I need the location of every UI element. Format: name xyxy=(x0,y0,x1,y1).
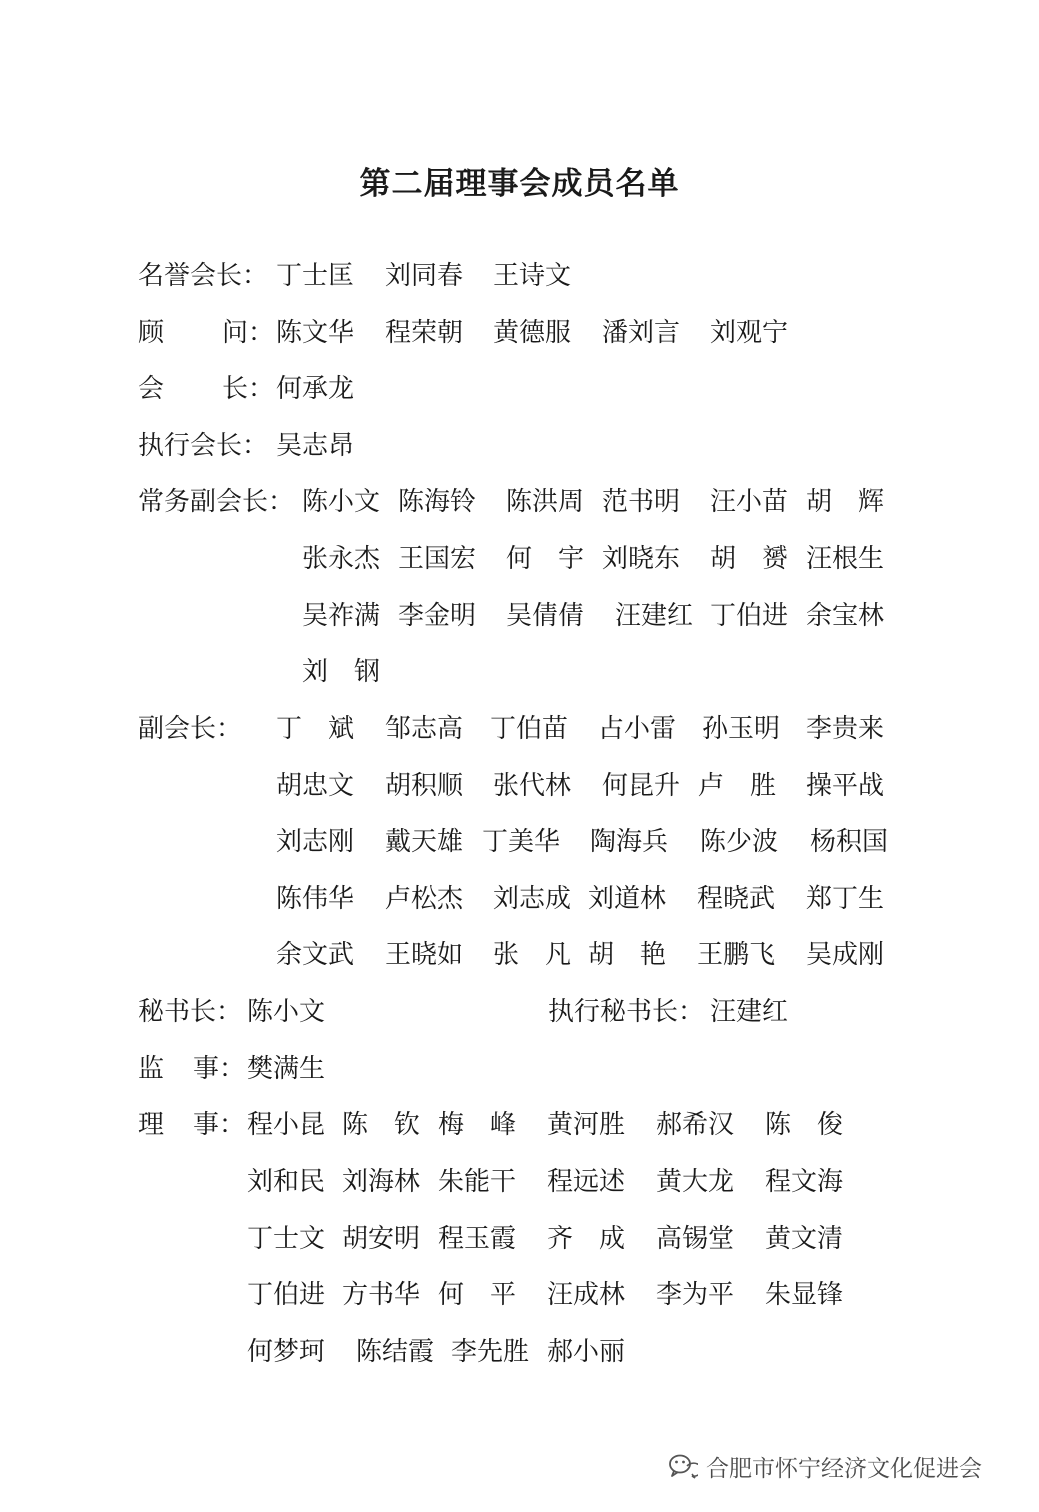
member-name: 丁伯进 xyxy=(710,601,789,631)
member-name: 何梦珂 xyxy=(247,1337,326,1367)
member-name: 何 宇 xyxy=(506,544,585,574)
member-name: 程玉霞 xyxy=(438,1224,517,1254)
member-name: 刘和民 xyxy=(247,1167,326,1197)
directors-label-part: 事： xyxy=(193,1110,246,1140)
member-name: 邹志高 xyxy=(385,714,464,744)
advisors-label-part: 问： xyxy=(222,318,275,348)
member-name: 陶海兵 xyxy=(590,827,669,857)
honorary-president-label: 名誉会长： xyxy=(138,261,269,291)
member-name: 程文海 xyxy=(765,1167,844,1197)
member-name: 丁士匡 xyxy=(276,261,355,291)
member-name: 占小雷 xyxy=(598,714,677,744)
member-name: 梅 峰 xyxy=(438,1110,517,1140)
member-name: 丁伯进 xyxy=(247,1280,326,1310)
member-name: 刘同春 xyxy=(385,261,464,291)
member-name: 胡积顺 xyxy=(385,771,464,801)
member-name: 陈伟华 xyxy=(276,884,355,914)
supervisor-label-part: 监 xyxy=(138,1054,165,1084)
member-name: 李先胜 xyxy=(451,1337,530,1367)
member-name: 范书明 xyxy=(602,487,681,517)
member-name: 郝希汉 xyxy=(656,1110,735,1140)
president-label-part: 长： xyxy=(222,374,275,404)
member-name: 张 凡 xyxy=(493,940,572,970)
member-name: 操平战 xyxy=(806,771,885,801)
member-name: 胡 辉 xyxy=(806,487,885,517)
member-name: 吴祚满 xyxy=(302,601,381,631)
member-name: 余宝林 xyxy=(806,601,885,631)
member-name: 张永杰 xyxy=(302,544,381,574)
wechat-icon xyxy=(668,1453,698,1479)
vice-presidents-label: 副会长： xyxy=(138,714,243,744)
president-label-part: 会 xyxy=(138,374,165,404)
member-name: 朱显锋 xyxy=(765,1280,844,1310)
member-name: 戴天雄 xyxy=(385,827,464,857)
member-name: 齐 成 xyxy=(547,1224,626,1254)
member-name: 刘志刚 xyxy=(276,827,355,857)
member-name: 高锡堂 xyxy=(656,1224,735,1254)
member-name: 黄德服 xyxy=(493,318,572,348)
member-name: 陈结霞 xyxy=(356,1337,435,1367)
watermark-text: 合肥市怀宁经济文化促进会 xyxy=(706,1455,982,1482)
member-name: 王国宏 xyxy=(398,544,477,574)
member-name: 汪根生 xyxy=(806,544,885,574)
member-name: 郝小丽 xyxy=(547,1337,626,1367)
member-name: 孙玉明 xyxy=(702,714,781,744)
member-name: 吴成刚 xyxy=(806,940,885,970)
supervisor-label-part: 事： xyxy=(193,1054,246,1084)
member-name: 吴志昂 xyxy=(276,431,355,461)
member-name: 潘刘言 xyxy=(602,318,681,348)
member-name: 刘志成 xyxy=(493,884,572,914)
member-name: 卢 胜 xyxy=(698,771,777,801)
member-name: 陈小文 xyxy=(302,487,381,517)
member-name: 卢松杰 xyxy=(385,884,464,914)
member-name: 丁美华 xyxy=(482,827,561,857)
member-name: 樊满生 xyxy=(247,1054,326,1084)
member-name: 汪建红 xyxy=(710,997,789,1027)
member-name: 陈洪周 xyxy=(506,487,585,517)
member-name: 方书华 xyxy=(342,1280,421,1310)
member-name: 汪建红 xyxy=(615,601,694,631)
member-name: 汪成林 xyxy=(547,1280,626,1310)
page-title: 第二届理事会成员名单 xyxy=(359,166,680,202)
member-name: 刘晓东 xyxy=(602,544,681,574)
executive-president-label: 执行会长： xyxy=(138,431,269,461)
wechat-watermark xyxy=(668,1446,982,1486)
member-name: 何承龙 xyxy=(276,374,355,404)
member-name: 胡 艳 xyxy=(588,940,667,970)
member-name: 李为平 xyxy=(656,1280,735,1310)
member-name: 黄文清 xyxy=(765,1224,844,1254)
member-name: 何 平 xyxy=(438,1280,517,1310)
member-name: 陈文华 xyxy=(276,318,355,348)
member-name: 陈 俊 xyxy=(765,1110,844,1140)
member-name: 程荣朝 xyxy=(385,318,464,348)
member-name: 陈少波 xyxy=(700,827,779,857)
member-name: 胡忠文 xyxy=(276,771,355,801)
member-name: 汪小苗 xyxy=(710,487,789,517)
member-name: 刘海林 xyxy=(342,1167,421,1197)
member-name: 黄河胜 xyxy=(547,1110,626,1140)
member-name: 王诗文 xyxy=(493,261,572,291)
member-name: 杨积国 xyxy=(810,827,889,857)
member-name: 丁 斌 xyxy=(276,714,355,744)
member-name: 陈海铃 xyxy=(398,487,477,517)
member-name: 王鹏飞 xyxy=(697,940,776,970)
member-name: 朱能干 xyxy=(438,1167,517,1197)
member-name: 陈小文 xyxy=(247,997,326,1027)
member-name: 刘道林 xyxy=(588,884,667,914)
member-name: 王晓如 xyxy=(385,940,464,970)
member-name: 李贵来 xyxy=(806,714,885,744)
member-name: 丁伯苗 xyxy=(490,714,569,744)
member-name: 吴倩倩 xyxy=(506,601,585,631)
member-name: 程远述 xyxy=(547,1167,626,1197)
member-name: 刘观宁 xyxy=(710,318,789,348)
secretary-general-label: 秘书长： xyxy=(138,997,243,1027)
member-name: 郑丁生 xyxy=(806,884,885,914)
member-name: 李金明 xyxy=(398,601,477,631)
directors-label-part: 理 xyxy=(138,1110,165,1140)
advisors-label-part: 顾 xyxy=(138,318,165,348)
member-name: 丁士文 xyxy=(247,1224,326,1254)
member-name: 陈 钦 xyxy=(342,1110,421,1140)
member-name: 胡 赟 xyxy=(710,544,789,574)
member-name: 程小昆 xyxy=(247,1110,326,1140)
member-name: 余文武 xyxy=(276,940,355,970)
member-name: 刘 钢 xyxy=(302,657,381,687)
member-name: 程晓武 xyxy=(697,884,776,914)
member-name: 何昆升 xyxy=(602,771,681,801)
member-name: 胡安明 xyxy=(342,1224,421,1254)
member-name: 黄大龙 xyxy=(656,1167,735,1197)
standing-vice-presidents-label: 常务副会长： xyxy=(138,487,295,517)
member-name: 张代林 xyxy=(493,771,572,801)
executive-secretary-general-label: 执行秘书长： xyxy=(548,997,705,1027)
